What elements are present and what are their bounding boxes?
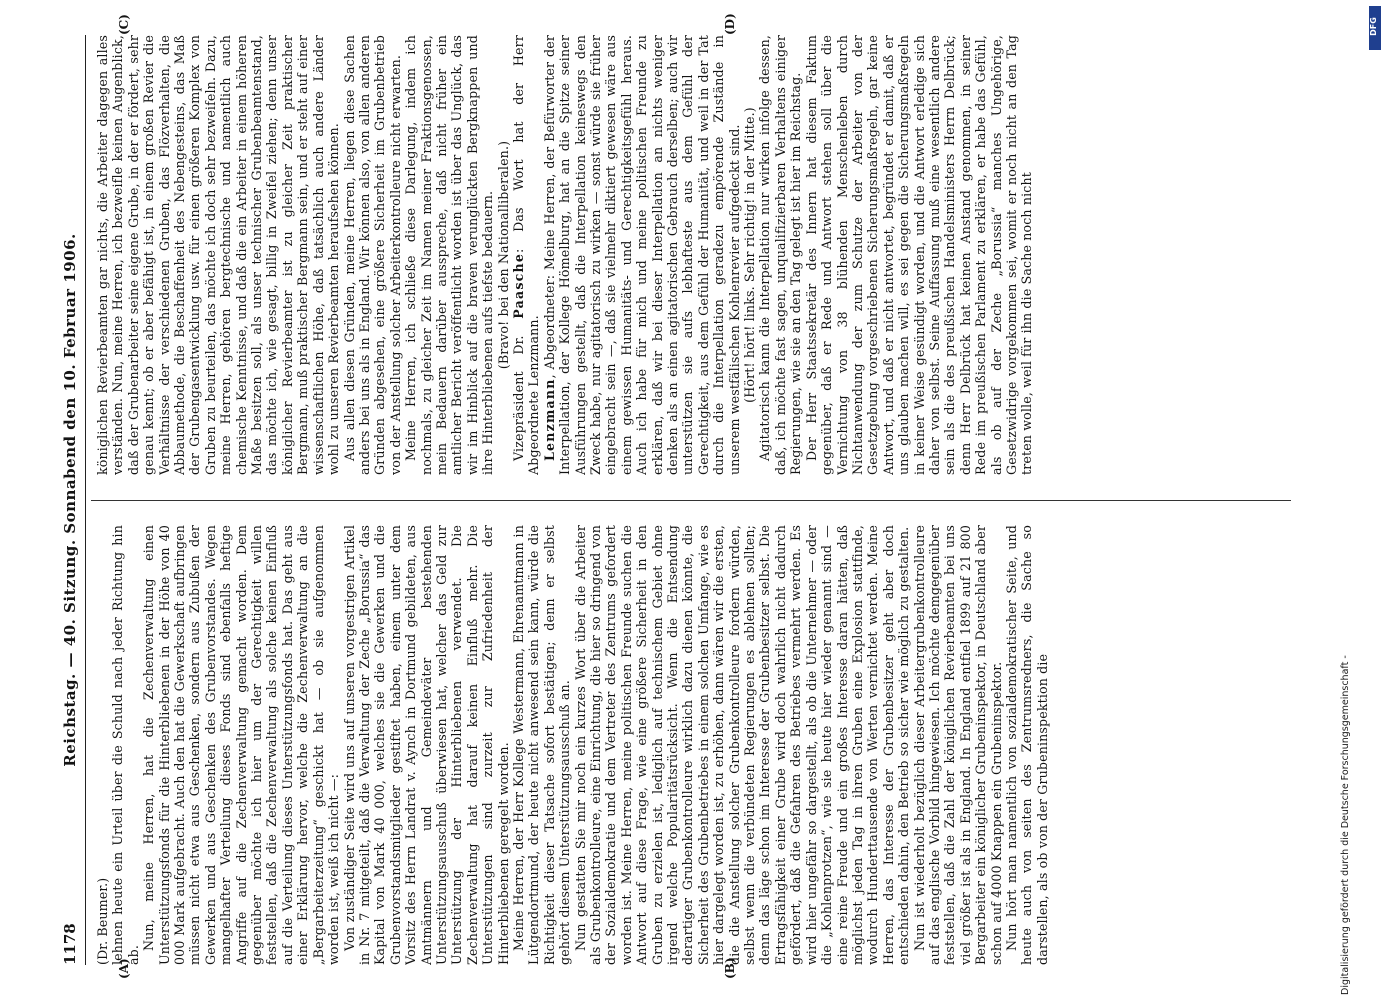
vp-rest: : Das Wort hat der Herr Abgeordnete Lenzmann. — [510, 35, 542, 475]
paragraph: Nun, meine Herren, hat die Zechenverwaltung einen Unterstützungsfonds für die Hinterbliebenen in der Höhe von 40 000 Mark aufgebracht. Auch den hat die Gewerkschaft aufbringen müssen nicht etwa aus Geschenken, sondern aus Zubußen der Gewerken und aus Geschenken des Grubenvorstandes. Wegen mangelhafter Verteilung dieses Fonds sind ebenfalls heftige Angriffe auf die Zechenverwaltung gemacht worden. Dem gegenüber möchte ich hier um der Gerechtigkeit willen feststellen, daß die Zechenverwaltung als solche keinen Einfluß auf die Verteilung dieses Unterstützungsfonds hat. Das geht aus einer Erklärung hervor, welche die Zechenverwaltung an die „Bergarbeiterzeitung“ geschickt hat — ob sie aufgenommen worden ist, weiß ich nicht —: — [141, 525, 342, 965]
vp-intro: Vizepräsident Dr. — [510, 318, 526, 461]
speaker-name: Lenzmann — [541, 378, 557, 461]
paragraph: Meine Herren, der Herr Kollege Westermann, Ehrenamtmann in Lütgendortmund, der heute nicht anwesend sein kann, würde die Richtigkeit dieser Tatsache sofort bestätigen; denn er selbst gehört diesem Unterstützungsausschuß an. — [510, 525, 573, 965]
rotated-newspaper-page — [55, 13, 1300, 979]
paragraph: Von zuständiger Seite wird uns auf unseren vorgestrigen Artikel in Nr. 7 mitgeteilt, daß die Verwaltung der Zeche „Borussia“ das Kapital von Mark 40 000, welches sie die Gewerken und die Grubenvorstandsmitglieder gestiftet haben, einem unter dem Vorsitz des Herrn Landrat v. Aynch in Dortmund gebildeten, aus Amtmännern und Gemeindeväter bestehenden Unterstützungsausschuß überwiesen hat, welcher das Geld zur Unterstützung der Hinterbliebenen verwendet. Die Zechenverwaltung hat darauf keinen Einfluß mehr. Die Unterstützungen sind zurzeit zur Zufriedenheit der Hinterbliebenen geregelt worden. — [341, 525, 511, 965]
vizepraesident-line — [511, 35, 542, 475]
header-title: Reichstag. — 40. Sitzung. Sonnabend den 10. Februar 1906. — [61, 233, 79, 767]
speaker-tag: (Dr. Beumer.) — [95, 877, 110, 965]
paragraph: Agitatorisch kann die Interpellation nur wirken infolge dessen, daß, ich möchte fast sagen, unqualifizierbaren Verhaltens einiger Regierungen, wie sie an den Tag gelegt ist hier im Reichstag. — [757, 35, 804, 475]
interjection-note: (Hört! hört! links. Sehr richtig! in der Mitte.) — [742, 107, 758, 403]
page-number: 1178 — [61, 923, 79, 965]
paragraph: Der Herr Staatssekretär des Innern hat diesem Faktum gegenüber, daß er Rede und Antwort stehen soll über die Vernichtung von 38 blühenden Menschenleben durch Nichtanwendung der zum Schutze der Arbeiter von der Gesetzgebung vorgeschriebenen Sicherungsmaßregeln, gar keine Antwort, und daß er nicht antwortet, begründet er damit, daß er uns glauben machen will, es sei gegen die Sicherungsmaßregeln in keiner Weise gesündigt worden, und die Antwort erledige sich daher von selbst. Seine Auffassung muß eine wesentlich andere sein als die des preußischen Handelsministers Herrn Delbrück; denn Herr Delbrück hat keinen Anstand genommen, in seiner Rede im preußischen Parlament zu erklären, er habe das Gefühl, als ob auf der Zeche „Borussia“ manches Ungehörige, Gesetzwidrige vorgekommen sei, womit er noch nicht an den Tag treten wolle, weil für ihn die Sache noch nicht — [803, 35, 1035, 475]
margin-marker-a: (A) — [117, 958, 131, 979]
vp-name: Paasche — [510, 252, 526, 319]
lenzmann-speech — [542, 35, 742, 475]
paragraph: Meine Herren, ich schließe diese Darlegung, indem ich nochmals, zu gleicher Zeit im Namen meiner Fraktionsgenossen, mein Bedauern darüber ausspreche, daß nicht früher ein amtlicher Bericht veröffentlicht worden ist über das Unglück, das wir im Hinblick auf die braven verunglückten Bergknappen und ihre Hinterbliebenen aufs tiefste bedauern. — [403, 35, 496, 475]
margin-marker-b: (B) — [723, 957, 737, 979]
dfg-logo — [1369, 6, 1381, 50]
column-divider — [91, 500, 1291, 501]
page-header — [55, 35, 86, 965]
right-column — [95, 35, 1290, 475]
paragraph: Aus allen diesen Gründen, meine Herren, liegen diese Sachen anders bei uns als in England. Wir können also, von allen anderen Gründen abgesehen, eine größere Sicherheit im Grubenbetrieb von der Anstellung solcher Arbeiterkontrolleure nicht erwarten. — [341, 35, 403, 475]
paragraph: lehnen heute ein Urteil über die Schuld nach jeder Richtung hin ab. — [110, 525, 141, 965]
digitization-credit: Digitalisierung gefördert durch die Deutsche Forschungsgemeinschaft - — [1340, 655, 1351, 995]
dfg-logo-text: DFG — [1368, 17, 1378, 36]
margin-marker-c: (C) — [117, 14, 131, 35]
left-column — [95, 525, 1290, 965]
speech-text: , Abgeordneter: Meine Herren, der Befürworter der Interpellation, der Kollege Hömelburg, hat an die Spitze seiner Ausführungen gestellt, daß die Interpellation keineswegs den Zweck habe, nur agitatorisch zu wirken — sonst würde sie früher eingebracht sein —, daß sie vielmehr diktiert gewesen wäre aus einem gewissen Humanitäts- und Gerechtigkeitsgefühl heraus. Auch ich habe für mich und meine politischen Freunde zu erklären, daß wir bei dieser Interpellation an nichts weniger denken als an einen agitatorischen Gebrauch derselben; auch wir unterstützen sie aufs lebhafteste aus dem Gefühl der Gerechtigkeit, aus dem Gefühl der Humanität, und weil in der Tat durch die Interpellation geradezu empörende Zustände in unserem westfälischen Kohlenrevier aufgedeckt sind. — [541, 35, 742, 475]
paragraph: Nun gestatten Sie mir noch ein kurzes Wort über die Arbeiter als Grubenkontrolleure, eine Einrichtung, die hier so dringend von der Sozialdemokratie und dem Vertreter des Zentrums gefordert worden ist. Meine Herren, meine politischen Freunde suchen die Antwort auf diese Frage, wie eine größere Sicherheit in den Gruben zu erzielen ist, lediglich auf technischem Gebiet ohne irgend welche Popularitätsrücksicht. Wenn die Entsendung derartiger Grubenkontrolleure wirklich dazu dienen könnte, die Sicherheit des Grubenbetriebes in einem solchen Umfange, wie es hier dargelegt worden ist, zu erhöhen, dann wären wir die ersten, die die Anstellung solcher Grubenkontrolleure fordern würden, selbst wenn die verbündeten Regierungen es ablehnen sollten; denn das läge schon im Interesse der Grubenbesitzer selbst. Die Ertragsfähigkeit einer Grube wird doch wahrlich nicht dadurch gefördert, daß die Gefahren des Betriebes vermehrt werden. Es wird hier ungefähr so dargestellt, als ob die Unternehmer — oder die „Kohlenprotzen“, wie sie heute hier wieder genannt sind — eine reine Freude und ein großes Interesse daran hätten, daß möglichst jeden Tag in ihren Gruben eine Explosion stattfinde, wodurch Hunderttausende von Werten vernichtet werden. Meine Herren, das Interesse der Grubenbesitzer geht aber doch entschieden dahin, den Betrieb so sicher wie möglich zu gestalten. — [572, 525, 912, 965]
paragraph: Nun ist wiederholt bezüglich dieser Arbeitergrubenkontrolleure auf das englische Vorbild hingewiesen. Ich möchte demgegenüber feststellen, daß die Zahl der königlichen Revierbeamten bei uns viel größer ist als in England. In England entfiel 1899 auf 21 800 Bergarbeiter ein königlicher Grubeninspektor, in Deutschland aber schon auf 4000 Knappen ein Grubeninspektor. — [911, 525, 1004, 965]
applause-note: (Bravo! bei den Nationalliberalen.) — [495, 140, 511, 370]
paragraph: königlichen Revierbeamten gar nichts, die Arbeiter dagegen alles verständen. Nun, meine Herren, ich bezweifle keinen Augenblick, daß der Grubenarbeiter seine eigene Grube, in der er fördert, sehr genau kennt; ob er aber befähigt ist, in einem großen Revier die Verhältnisse der verschiedenen Gruben, das Flözverhalten, die Abbaumethode, die Beschaffenheit des Nebengesteins, das Maß der Grubengasentwicklung usw. für einen größeren Komplex von Gruben zu beurteilen, das möchte ich doch sehr bezweifeln. Dazu, meine Herren, gehören bergtechnische und namentlich auch chemische Kenntnisse, und daß die ein Arbeiter in einem höheren Maße besitzen soll, als unser technischer Grubenbeamtenstand, das möchte ich, wie gesagt, billig in Zweifel ziehen; denn unser königlicher Revierbeamter ist zu gleicher Zeit praktischer Bergmann, muß praktischer Bergmann sein, und er steht auf einer wissenschaftlichen Höhe, daß tatsächlich auch andere Länder wohl zu unseren Revierbeamten heraufsehen können. — [95, 35, 342, 475]
paragraph: Nun hört man namentlich von sozialdemokratischer Seite, und heute auch von seiten des Zentrumsredners, die Sache so darstellen, als ob von der Grubeninspektion die — [1003, 525, 1050, 965]
margin-marker-d: (D) — [723, 13, 737, 35]
